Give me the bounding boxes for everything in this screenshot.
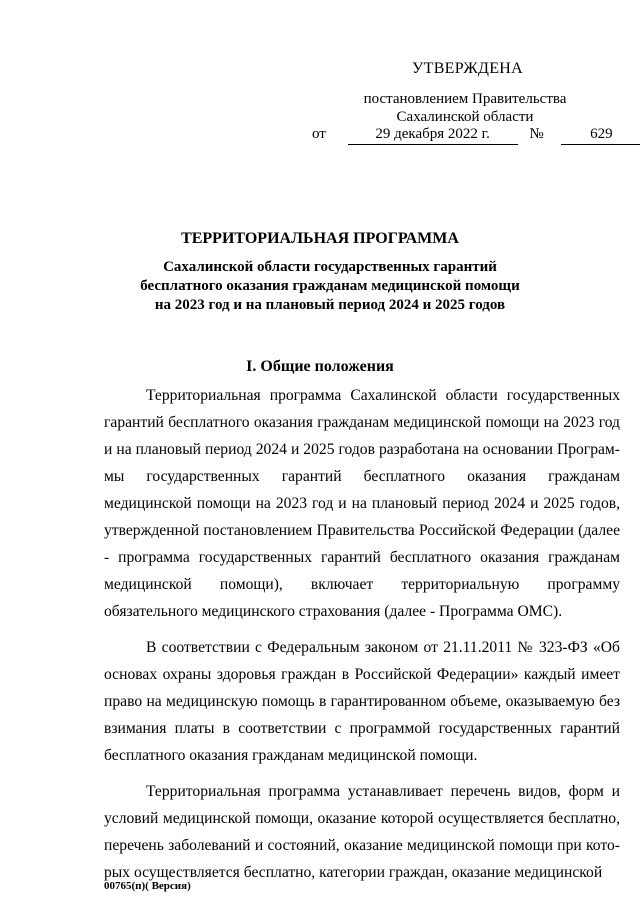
subtitle-line-1: Сахалинской области государственных гарантий (163, 259, 497, 275)
basis-line-2: Сахалинской области (396, 109, 534, 125)
basis-line-1: постановлением Правительства (363, 91, 567, 107)
number-label: № (529, 126, 544, 142)
subtitle-line-3: на 2023 год и на плановый период 2024 и 2025 годов (154, 297, 506, 313)
document-title: ТЕРРИТОРИАЛЬНАЯ ПРОГРАММА (181, 230, 459, 247)
section-body (104, 382, 620, 895)
document-subtitle (140, 258, 520, 315)
from-label: от (312, 126, 326, 142)
paragraph-1: Территориальная программа Сахалинской области государственных гарантий бесплатного оказания гражданам медицинской помощи на 2023 год и на плановый период 2024 и 2025 годов разработана на основании Программы государственных гарантий бесплатного оказания гражданам медицинской помощи на 2023 год и на плановый период 2024 и 2025 годов, утвержденной постановлением Правительства Российской Федерации (далее - программа государственных гарантий бесплатного оказания гражданам медицинской помощи), включает территориальную программу обязательного медицинского страхования (далее - Программа ОМС). (104, 387, 620, 620)
section-heading: I. Общие положения (246, 358, 394, 375)
paragraph-3: Территориальная программа устанавливает перечень видов, форм и условий медицинской помощи, оказание которой осуществляется бесплатно, перечень заболеваний и состояний, оказание медицинской помощи при которых осуществляется бесплатно, категории граждан, оказание медицинской (104, 783, 620, 881)
subtitle-line-2: бесплатного оказания гражданам медицинской помощи (140, 278, 520, 294)
approval-date-row (312, 126, 640, 145)
approval-date: 29 декабря 2022 г. (348, 126, 518, 145)
approved-stamp: УТВЕРЖДЕНА (412, 60, 524, 77)
paragraph-2: В соответствии с Федеральным законом от 21.11.2011 № 323-ФЗ «Об основах охраны здоровья граждан в Российской Федерации» каждый имеет право на медицинскую помощь в гарантированном объеме, оказываемую без взимания платы в соответствии с программой государственных гарантий бесплатного оказания гражданам медицинской помощи. (104, 639, 620, 764)
approval-basis (360, 90, 570, 126)
document-code: 00765(п)( Версия) (104, 880, 191, 892)
approval-number: 629 (561, 126, 640, 145)
